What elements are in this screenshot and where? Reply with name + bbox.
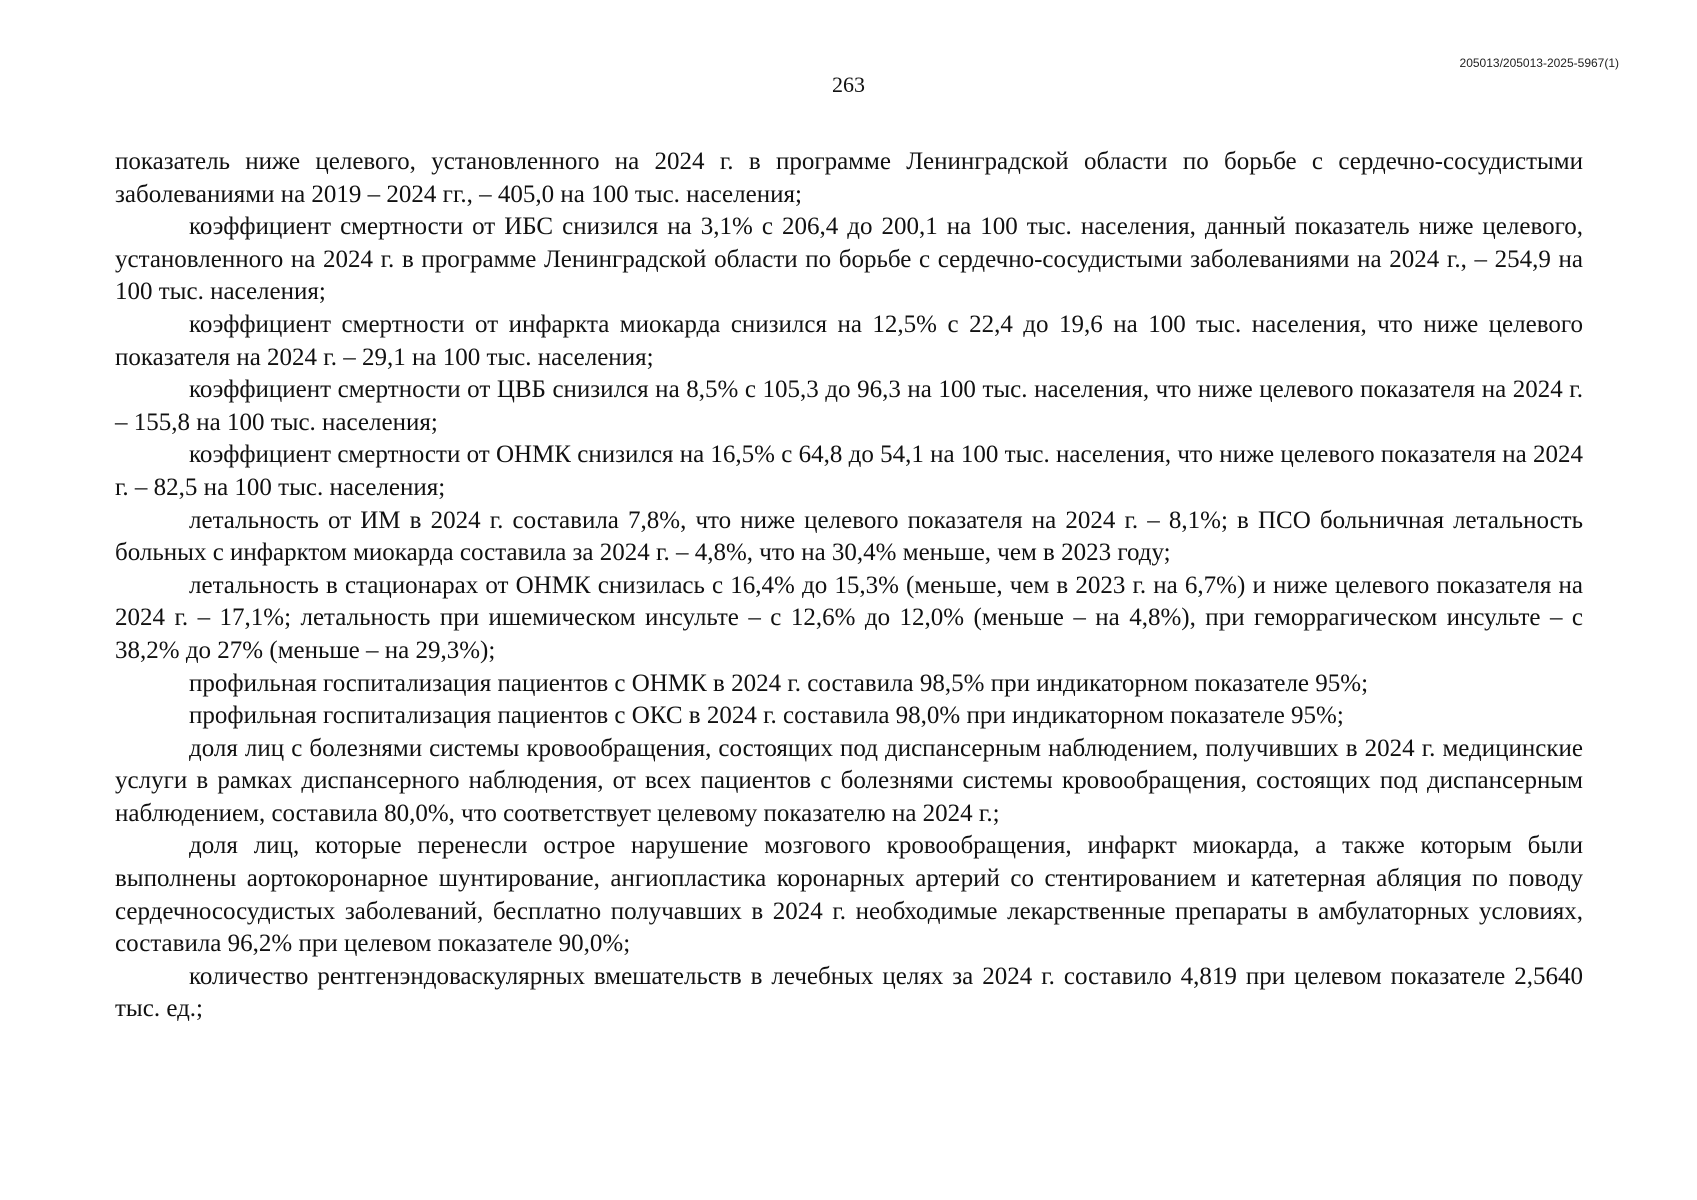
document-id: 205013/205013-2025-5967(1) (1459, 56, 1619, 70)
paragraph: коэффициент смертности от ОНМК снизился на 16,5% с 64,8 до 54,1 на 100 тыс. населения, что ниже целевого показателя на 2024 г. – 82,5 на 100 тыс. населения; (115, 441, 1583, 501)
paragraph: доля лиц, которые перенесли острое нарушение мозгового кровообращения, инфаркт миокарда, а также которым были выполнены аортокоронарное шунтирование, ангиопластика коронарных артерий со стентированием и катетерная абляция по поводу сердечнососудистых заболеваний, бесплатно получавших в 2024 г. необходимые лекарственные препараты в амбулаторных условиях, составила 96,2% при целевом показателе 90,0%; (115, 832, 1583, 958)
paragraph: количество рентгенэндоваскулярных вмешательств в лечебных целях за 2024 г. составило 4,819 при целевом показателе 2,5640 тыс. ед.; (115, 962, 1583, 1023)
paragraph: доля лиц с болезнями системы кровообращения, состоящих под диспансерным наблюдением, получивших в 2024 г. медицинские услуги в рамках диспансерного наблюдения, от всех пациентов с болезнями системы кровообращения, состоящих под диспансерным наблюдением, составила 80,0%, что соответствует целевому показателю на 2024 г.; (115, 734, 1583, 827)
paragraph: коэффициент смертности от ЦВБ снизился на 8,5% с 105,3 до 96,3 на 100 тыс. населения, что ниже целевого показателя на 2024 г. – 155,8 на 100 тыс. населения; (115, 376, 1583, 436)
paragraph: профильная госпитализация пациентов с ОКС в 2024 г. составила 98,0% при индикаторном показателе 95%; (189, 702, 1344, 730)
document-body (115, 146, 1583, 1026)
page-number: 263 (832, 72, 865, 97)
paragraph: летальность от ИМ в 2024 г. составила 7,8%, что ниже целевого показателя на 2024 г. – 8,1%; в ПСО больничная летальность больных с инфарктом миокарда составила за 2024 г. – 4,8%, что на 30,4% меньше, чем в 2023 году; (115, 506, 1583, 567)
paragraph: коэффициент смертности от инфаркта миокарда снизился на 12,5% с 22,4 до 19,6 на 100 тыс. населения, что ниже целевого показателя на 2024 г. – 29,1 на 100 тыс. населения; (115, 310, 1583, 371)
paragraph: профильная госпитализация пациентов с ОНМК в 2024 г. составила 98,5% при индикаторном показателе 95%; (189, 669, 1369, 697)
paragraph: показатель ниже целевого, установленного на 2024 г. в программе Ленинградской области по борьбе с сердечно-сосудистыми заболеваниями на 2019 – 2024 гг., – 405,0 на 100 тыс. населения; (115, 148, 1583, 208)
paragraph: летальность в стационарах от ОНМК снизилась с 16,4% до 15,3% (меньше, чем в 2023 г. на 6,7%) и ниже целевого показателя на 2024 г. – 17,1%; летальность при ишемическом инсульте – с 12,6% до 12,0% (меньше – на 4,8%), при геморрагическом инсульте – с 38,2% до 27% (меньше – на 29,3%); (115, 571, 1583, 664)
paragraph: коэффициент смертности от ИБС снизился на 3,1% с 206,4 до 200,1 на 100 тыс. населения, данный показатель ниже целевого, установленного на 2024 г. в программе Ленинградской области по борьбе с сердечно-сосудистыми заболеваниями на 2024 г., – 254,9 на 100 тыс. населения; (115, 213, 1583, 306)
